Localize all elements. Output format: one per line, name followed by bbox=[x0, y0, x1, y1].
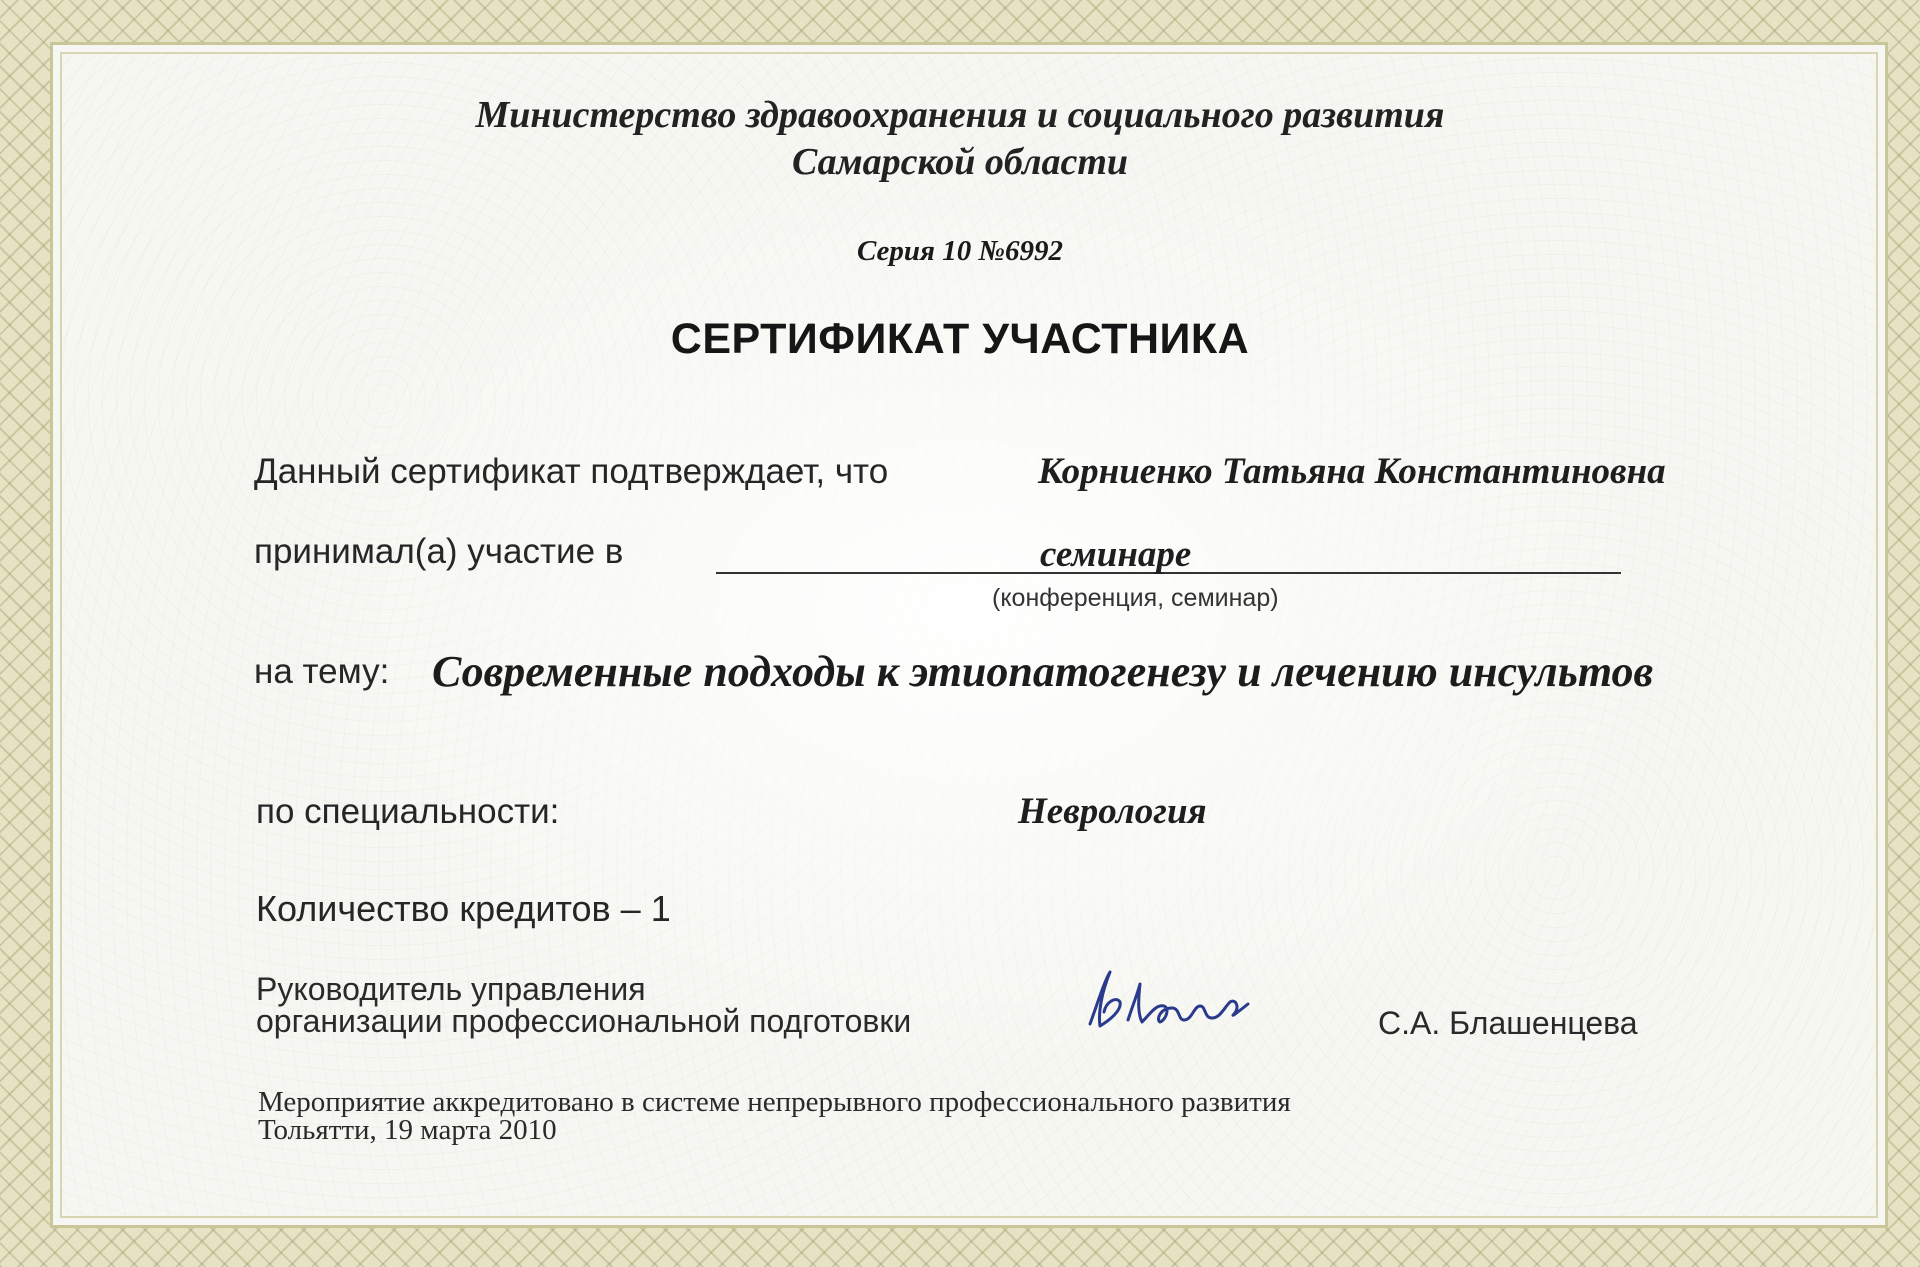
handwritten-signature bbox=[1080, 962, 1280, 1042]
signatory-position-line-1: Руководитель управления bbox=[256, 971, 646, 1007]
participant-name: Корниенко Татьяна Константиновна bbox=[1038, 451, 1666, 492]
ministry-line-2: Самарской области bbox=[791, 141, 1129, 183]
specialty-value: Неврология bbox=[1018, 791, 1207, 832]
seminar-topic: Современные подходы к этиопатогенезу и лечению инсультов bbox=[432, 647, 1654, 696]
certificate-title: СЕРТИФИКАТ УЧАСТНИКА bbox=[670, 315, 1250, 363]
topic-label: на тему: bbox=[254, 652, 390, 691]
event-type: семинаре bbox=[1040, 534, 1192, 575]
event-type-hint: (конференция, семинар) bbox=[992, 584, 1279, 612]
signatory-position-line-2: организации профессиональной подготовки bbox=[256, 1003, 912, 1039]
confirms-label: Данный сертификат подтверждает, что bbox=[254, 452, 889, 491]
credits-count: Количество кредитов – 1 bbox=[256, 888, 671, 929]
accreditation-note: Мероприятие аккредитовано в системе непрерывного профессионального развития bbox=[258, 1086, 1291, 1118]
specialty-label: по специальности: bbox=[256, 792, 560, 831]
certificate-sheet bbox=[50, 42, 1888, 1228]
series-number: Серия 10 №6992 bbox=[856, 235, 1064, 267]
ministry-line-1: Министерство здравоохранения и социального развития bbox=[475, 94, 1445, 136]
place-and-date: Тольятти, 19 марта 2010 bbox=[258, 1114, 557, 1146]
participated-label: принимал(а) участие в bbox=[254, 532, 624, 571]
signatory-name: С.А. Блашенцева bbox=[1378, 1005, 1638, 1041]
